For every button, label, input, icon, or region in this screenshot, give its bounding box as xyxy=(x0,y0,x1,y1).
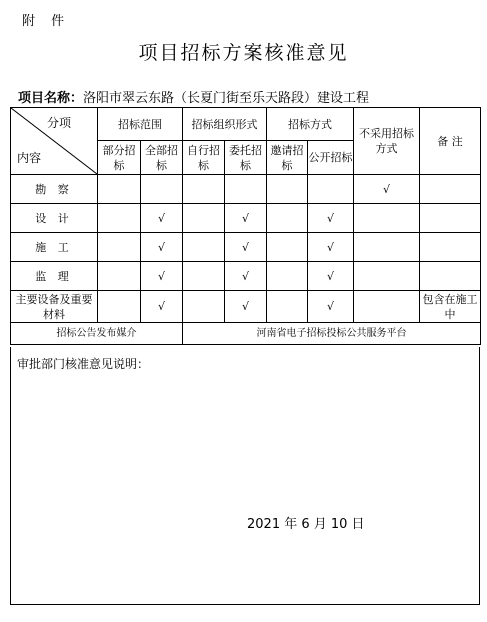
check-cell xyxy=(141,175,183,204)
subheader-partial-tender: 部分招标 xyxy=(98,141,141,175)
check-cell xyxy=(183,262,225,291)
table-row xyxy=(11,291,481,323)
table-row xyxy=(11,175,481,204)
row-label: 设 计 xyxy=(11,204,98,233)
subheader-full-tender: 全部招标 xyxy=(141,141,183,175)
check-cell: √ xyxy=(308,233,354,262)
check-cell xyxy=(98,175,141,204)
tender-plan-table xyxy=(10,107,481,345)
check-cell xyxy=(267,262,308,291)
check-cell: √ xyxy=(308,291,354,323)
review-opinion-label: 审批部门核准意见说明： xyxy=(17,357,150,371)
check-cell xyxy=(267,233,308,262)
header-no-tender: 不采用招标方式 xyxy=(354,108,420,175)
media-label: 招标公告发布媒介 xyxy=(11,323,183,345)
check-cell xyxy=(183,291,225,323)
remark-cell xyxy=(420,233,481,262)
check-cell xyxy=(267,175,308,204)
corner-header-category: 分项 xyxy=(46,116,71,130)
check-cell: √ xyxy=(141,233,183,262)
project-name-label: 项目名称： xyxy=(18,91,84,106)
subheader-self-tender: 自行招标 xyxy=(183,141,225,175)
table-corner-header xyxy=(11,108,98,175)
check-cell: √ xyxy=(225,262,267,291)
header-remarks: 备 注 xyxy=(420,108,481,175)
check-cell: √ xyxy=(225,291,267,323)
check-cell xyxy=(98,233,141,262)
row-label: 施 工 xyxy=(11,233,98,262)
header-tender-organization: 招标组织形式 xyxy=(183,108,267,141)
remark-cell: 包含在施工中 xyxy=(420,291,481,323)
check-cell xyxy=(267,291,308,323)
header-tender-scope: 招标范围 xyxy=(98,108,183,141)
table-row xyxy=(11,233,481,262)
check-cell xyxy=(354,204,420,233)
subheader-public-tender: 公开招标 xyxy=(308,141,354,175)
row-label: 主要设备及重要材料 xyxy=(11,291,98,323)
check-cell xyxy=(98,262,141,291)
approval-date: 2021 年 6 月 10 日 xyxy=(247,517,365,532)
header-tender-method: 招标方式 xyxy=(267,108,354,141)
check-cell: √ xyxy=(308,204,354,233)
check-cell: √ xyxy=(141,204,183,233)
check-cell xyxy=(354,262,420,291)
media-row xyxy=(11,323,481,345)
corner-header-content: 内容 xyxy=(17,151,42,165)
document-title: 项目招标方案核准意见 xyxy=(138,42,349,64)
table-row xyxy=(11,204,481,233)
check-cell: √ xyxy=(225,233,267,262)
remark-cell xyxy=(420,262,481,291)
media-value: 河南省电子招标投标公共服务平台 xyxy=(183,323,481,345)
check-cell: √ xyxy=(354,175,420,204)
check-cell: √ xyxy=(141,291,183,323)
project-name-value: 洛阳市翠云东路（长夏门街至乐天路段）建设工程 xyxy=(83,91,370,106)
remark-cell xyxy=(420,175,481,204)
check-cell xyxy=(267,204,308,233)
check-cell xyxy=(183,175,225,204)
check-cell xyxy=(183,204,225,233)
row-label: 监 理 xyxy=(11,262,98,291)
check-cell: √ xyxy=(308,262,354,291)
check-cell xyxy=(98,291,141,323)
check-cell xyxy=(225,175,267,204)
row-label: 勘 察 xyxy=(11,175,98,204)
review-opinion-box xyxy=(10,347,480,605)
attachment-label: 附 件 xyxy=(22,14,71,29)
check-cell xyxy=(354,233,420,262)
check-cell xyxy=(308,175,354,204)
subheader-invited-tender: 邀请招标 xyxy=(267,141,308,175)
check-cell xyxy=(354,291,420,323)
check-cell: √ xyxy=(225,204,267,233)
check-cell xyxy=(98,204,141,233)
subheader-entrusted-tender: 委托招标 xyxy=(225,141,267,175)
remark-cell xyxy=(420,204,481,233)
check-cell: √ xyxy=(141,262,183,291)
project-name-line xyxy=(18,87,369,106)
check-cell xyxy=(183,233,225,262)
table-row xyxy=(11,262,481,291)
